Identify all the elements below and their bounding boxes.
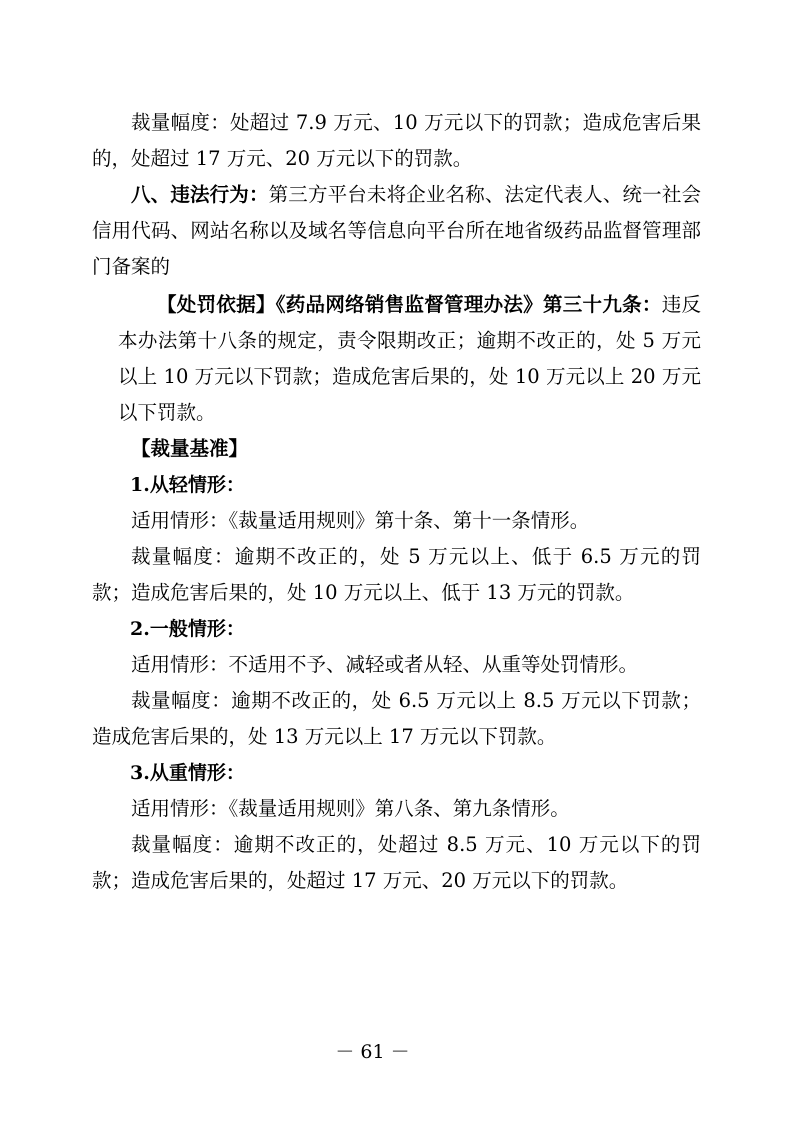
paragraph-severe-range: 裁量幅度：逾期不改正的，处超过 8.5 万元、10 万元以下的罚款；造成危害后果的，处超过 17 万元、20 万元以下的罚款。: [92, 833, 701, 892]
paragraph-discretion-range-intro: 裁量幅度：处超过 7.9 万元、10 万元以下的罚款；造成危害后果的，处超过 17 万元、20 万元以下的罚款。: [92, 111, 701, 170]
paragraph-lenient-applicable: 适用情形：《裁量适用规则》第十条、第十一条情形。: [131, 509, 590, 532]
document-body: [92, 105, 701, 899]
heading-discretion-criteria: 【裁量基准】: [131, 437, 249, 460]
heading-severe-case: 3.从重情形：: [130, 762, 245, 784]
violation-label: 八、违法行为：: [131, 183, 269, 206]
paragraph-violation-item-eight: [92, 177, 701, 285]
paragraph-lenient-range: 裁量幅度：逾期不改正的，处 5 万元以上、低于 6.5 万元的罚款；造成危害后果的，处 10 万元以上、低于 13 万元的罚款。: [92, 545, 701, 604]
paragraph-general-applicable: 适用情形：不适用不予、减轻或者从轻、从重等处罚情形。: [131, 653, 639, 676]
penalty-basis-text: 违反本办法第十八条的规定，责令限期改正；逾期不改正的，处 5 万元以上 10 万元以下罚款；造成危害后果的，处 10 万元以上 20 万元以下罚款。: [118, 293, 701, 424]
paragraph-penalty-basis: [118, 287, 701, 431]
penalty-basis-label: 【处罚依据】《药品网络销售监督管理办法》第三十九条：: [157, 293, 662, 316]
heading-lenient-case: 1.从轻情形：: [130, 474, 245, 496]
paragraph-general-range: 裁量幅度：逾期不改正的，处 6.5 万元以上 8.5 万元以下罚款；造成危害后果的，处 13 万元以上 17 万元以下罚款。: [92, 689, 701, 748]
paragraph-severe-applicable: 适用情形：《裁量适用规则》第八条、第九条情形。: [131, 797, 570, 820]
violation-text: 第三方平台未将企业名称、法定代表人、统一社会信用代码、网站名称以及域名等信息向平台所在地省级药品监督管理部门备案的: [92, 183, 701, 278]
page-number: － 61 －: [335, 1041, 410, 1063]
page-footer: [0, 1037, 793, 1064]
heading-general-case: 2.一般情形：: [130, 618, 245, 640]
